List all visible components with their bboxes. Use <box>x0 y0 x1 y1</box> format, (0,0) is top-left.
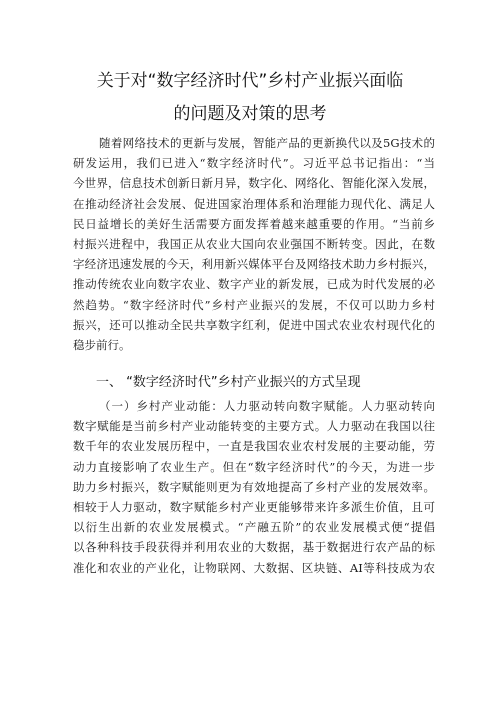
intro-paragraph <box>73 133 435 355</box>
document-title-line-2: 的问题及对策的思考 <box>173 104 327 124</box>
paragraph-line: 相较于人力驱动，数字赋能乡村产业更能够带来许多派生价值，且可 <box>73 499 435 514</box>
paragraph-line: 稳步前行。 <box>73 337 131 352</box>
paragraph-line: 数千年的农业发展历程中，一直是我国农业农村发展的主要动能，劳 <box>73 439 435 454</box>
paragraph-line: 村振兴进程中，我国正从农业大国向农业强国不断转变。因此，在数 <box>73 236 435 251</box>
paragraph-line: 今世界，信息技术创新日新月异，数字化、网络化、智能化深入发展， <box>73 176 435 191</box>
paragraph-line: 数字赋能是当前乡村产业动能转变的主要方式。人力驱动在我国以往 <box>73 419 435 434</box>
paragraph-line: 研发运用，我们已进入“数字经济时代”。习近平总书记指出：“当 <box>73 156 435 171</box>
section-heading: 一、 “数字经济时代”乡村产业振兴的方式呈现 <box>96 375 361 390</box>
paragraph-line: 民日益增长的美好生活需要方面发挥着越来越重要的作用。“当前乡 <box>73 216 435 231</box>
section-paragraph <box>73 396 435 578</box>
document-title-line-1: 关于对“数字经济时代”乡村产业振兴面临 <box>96 71 404 91</box>
paragraph-line: 在推动经济社会发展、促进国家治理体系和治理能力现代化、满足人 <box>73 196 435 211</box>
paragraph-line: 动力直接影响了农业生产。但在“数字经济时代”的今天，为进一步 <box>73 459 435 474</box>
paragraph-line: 助力乡村振兴，数字赋能则更为有效地提高了乡村产业的发展效率。 <box>73 479 435 494</box>
paragraph-line: 推动传统农业向数字农业、数字产业的新发展，已成为时代发展的必 <box>73 277 435 292</box>
paragraph-line: 振兴，还可以推动全民共享数字红利，促进中国式农业农村现代化的 <box>73 317 435 332</box>
paragraph-line: 然趋势。“数字经济时代”乡村产业振兴的发展，不仅可以助力乡村 <box>73 297 435 312</box>
paragraph-line: 以各种科技手段获得并利用农业的大数据，基于数据进行农产品的标 <box>73 540 435 555</box>
paragraph-line: 以衍生出新的农业发展模式。“产融五阶”的农业发展模式便“提倡 <box>73 520 435 535</box>
paragraph-line: 随着网络技术的更新与发展，智能产品的更新换代以及5G技术的 <box>99 136 435 150</box>
paragraph-line: 字经济迅速发展的今天，利用新兴媒体平台及网络技术助力乡村振兴， <box>73 257 435 272</box>
paragraph-line: （一）乡村产业动能：人力驱动转向数字赋能。人力驱动转向 <box>99 399 435 413</box>
paragraph-line: 准化和农业的产业化，让物联网、大数据、区块链、AI等科技成为农 <box>73 560 435 575</box>
